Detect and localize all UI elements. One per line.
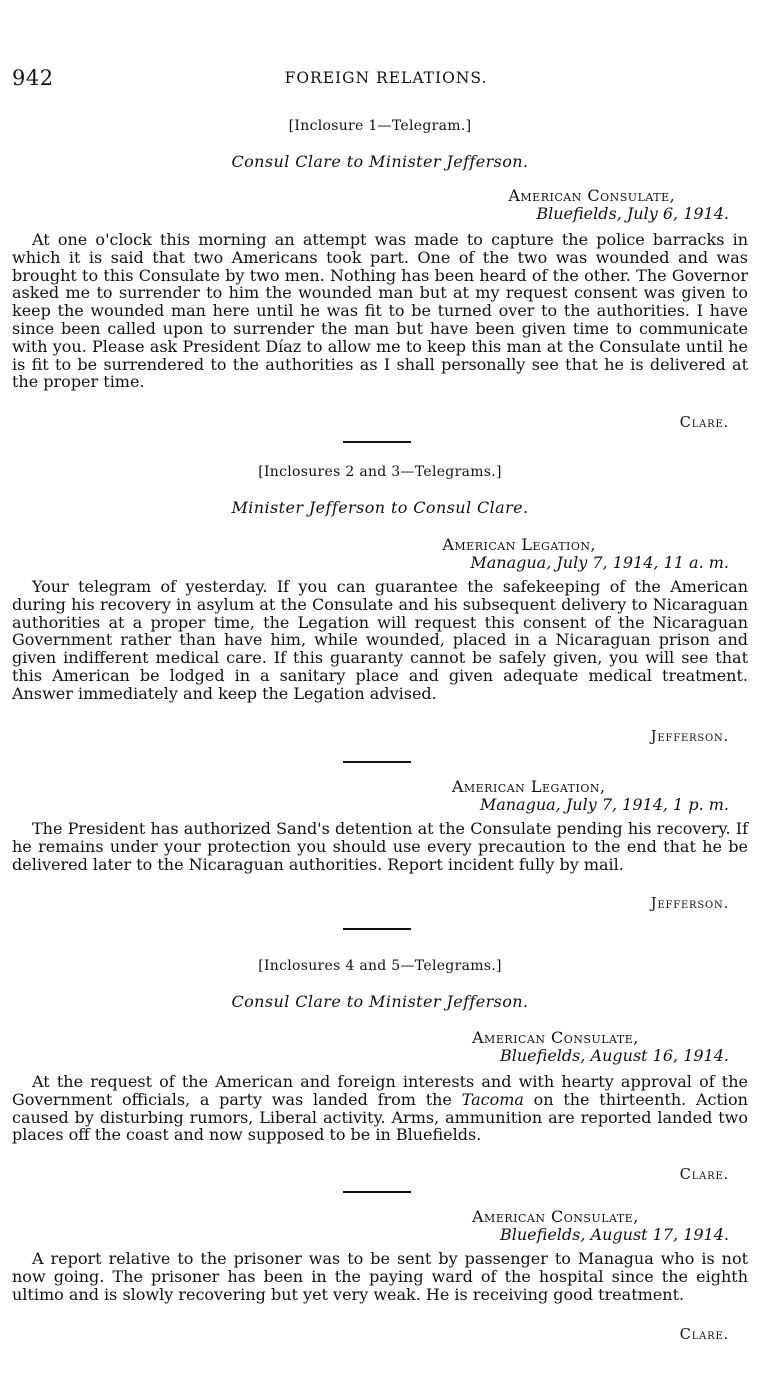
dateline: [472, 1029, 729, 1065]
message-body: At one o'clock this morning an attempt was made to capture the police barracks in which it is said that two Americans took part. One of the two was wounded and was brought to this Consulate by two men. Nothing has been heard of the other. The Governor asked me to surrender to him the wounded man but at my request consent was given to keep the wounded man here until he was fit to be turned over to the authorities. I have since been called upon to surrender the man but have been given time to communicate with you. Please ask President Díaz to allow me to keep this man at the Consulate until he is fit to be surrendered to the authorities as I shall personally see that he is delivered at the proper time.: [12, 230, 748, 392]
dateline-place-date: Managua, July 7, 1914, 1 p. m.: [479, 795, 729, 814]
page-number: 942: [12, 66, 54, 90]
message-title: Consul Clare to Minister Jefferson.: [231, 992, 529, 1011]
message-body: Your telegram of yesterday. If you can guarantee the safekeeping of the American during his recovery in asylum at the Consulate and his subsequent delivery to Nicaraguan authorities at a proper time, the Legation will request this consent of the Nicaraguan Government rather than have him, while wounded, placed in a Nicaraguan prison and given indifferent medical care. If this guaranty cannot be safely given, you will see that this American be lodged in a sanitary place and given adequate medical treatment. Answer immediately and keep the Legation advised.: [12, 577, 748, 703]
body-text: At the request of the American and foreign interests and with hearty approval of the Government officials, a party was landed from the: [12, 1072, 748, 1109]
dateline: [442, 536, 729, 572]
message-body: The President has authorized Sand's detention at the Consulate pending his recovery. If he remains under your protection you should use every precaution to the end that he be delivered later to the Nicaraguan authorities. Report incident fully by mail.: [12, 819, 748, 874]
inclosure-caption: [Inclosure 1—Telegram.]: [288, 118, 472, 134]
message-body: [12, 1073, 748, 1144]
dateline-place-date: Managua, July 7, 1914, 11 a. m.: [470, 553, 729, 572]
signature: Clare.: [679, 1327, 729, 1343]
dateline: [508, 187, 729, 223]
section-divider: [343, 928, 411, 930]
inclosure-caption: [Inclosures 4 and 5—Telegrams.]: [258, 958, 502, 974]
running-head: FOREIGN RELATIONS.: [284, 69, 488, 87]
dateline-office: American Consulate,: [472, 1028, 639, 1047]
signature: Jefferson.: [650, 896, 729, 912]
dateline-office: American Legation,: [451, 777, 606, 796]
dateline: [452, 778, 729, 814]
signature: Clare.: [679, 415, 729, 431]
ship-name: Tacoma: [461, 1089, 524, 1109]
dateline-place-date: Bluefields, August 16, 1914.: [500, 1046, 729, 1065]
inclosure-caption: [Inclosures 2 and 3—Telegrams.]: [258, 464, 502, 480]
message-body: A report relative to the prisoner was to be sent by passenger to Managua who is not now going. The prisoner has been in the paying ward of the hospital since the eighth ultimo and is slowly recovering but yet very weak. He is receiving good treatment.: [12, 1249, 748, 1304]
section-divider: [343, 441, 411, 443]
message-title: Consul Clare to Minister Jefferson.: [231, 152, 529, 171]
dateline-place-date: Bluefields, August 17, 1914.: [500, 1225, 729, 1244]
dateline-office: American Consulate,: [472, 1207, 639, 1226]
dateline-office: American Legation,: [442, 535, 597, 554]
message-title: Minister Jefferson to Consul Clare.: [231, 498, 529, 517]
page-header: [12, 66, 760, 96]
signature: Jefferson.: [650, 729, 729, 745]
body-text: on the thirteenth. Action caused by disturbing rumors, Liberal activity. Arms, ammunition are reported landed two places off the coast and now supposed to be in Bluefields.: [12, 1089, 748, 1145]
section-divider: [343, 761, 411, 763]
dateline-office: American Consulate,: [508, 186, 676, 205]
dateline: [472, 1208, 729, 1244]
section-divider: [343, 1191, 411, 1193]
dateline-place-date: Bluefields, July 6, 1914.: [536, 204, 729, 223]
signature: Clare.: [679, 1167, 729, 1183]
